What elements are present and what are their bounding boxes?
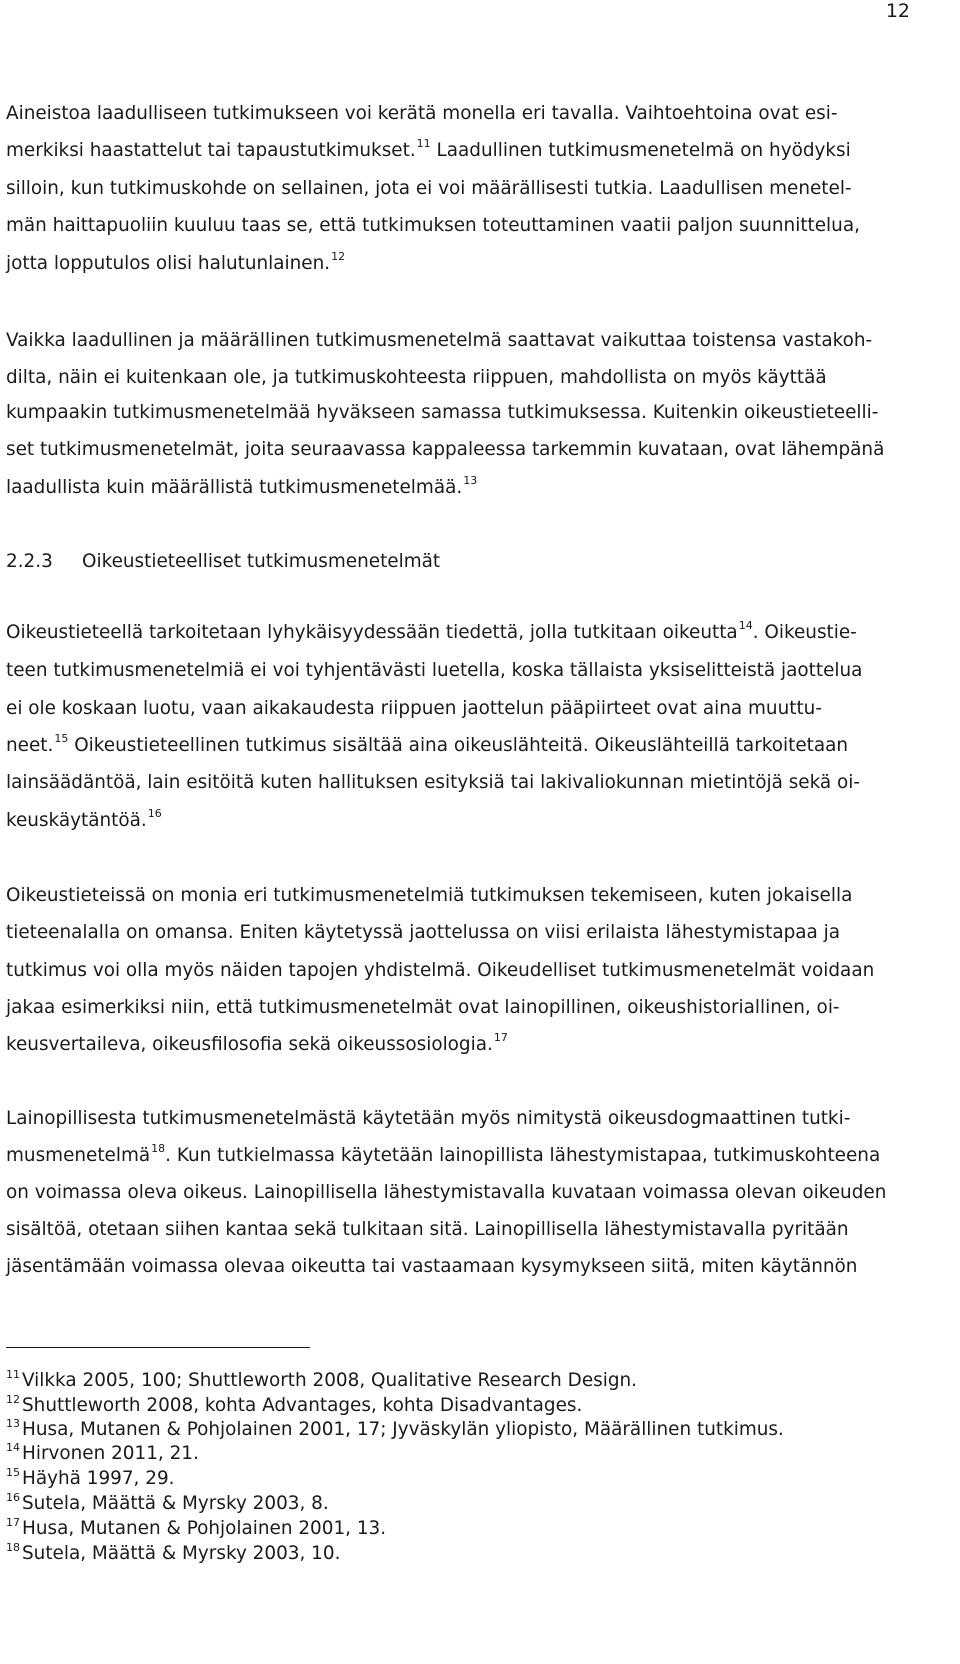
text-run: musmenetelmä [6, 1145, 151, 1166]
text-run: Oikeustieteellinen tutkimus sisältää aina oikeuslähteitä. Oikeuslähteillä tarkoitetaan [68, 735, 849, 756]
text-run: Laadullinen tutkimusmenetelmä on hyödyksi [430, 140, 851, 161]
footnote: $^{17}$ Husa, Mutanen & Pohjolainen 2001, 13. [6, 1516, 387, 1539]
text-line [6, 1033, 508, 1057]
text-run: Vaikka laadullinen ja määrällinen tutkimusmenetelmä saattavat vaikuttaa toistensa vastakoh- [6, 330, 873, 351]
footnote-text: Vilkka 2005, 100; Shuttleworth 2008, Qualitative Research Design. [22, 1370, 638, 1391]
text-line [6, 734, 848, 758]
text-run: neet. [6, 735, 54, 756]
text-line [6, 996, 840, 1020]
text-run: tutkimus voi olla myös näiden tapojen yhdistelmä. Oikeudelliset tutkimusmenetelmät voidaan [6, 960, 875, 981]
text-run: teen tutkimusmenetelmiä ei voi tyhjentävästi luetella, koska tällaista yksiselitteistä jaottelua [6, 660, 863, 681]
footnote-ref: 18 [151, 1142, 166, 1155]
section-heading [6, 550, 440, 574]
text-run: sisältöä, otetaan siihen kantaa sekä tulkitaan sitä. Lainopillisella lähestymistavalla pyritään [6, 1219, 849, 1240]
text-run: set tutkimusmenetelmät, joita seuraavassa kappaleessa tarkemmin kuvataan, ovat lähempänä [6, 439, 885, 460]
text-line [6, 102, 837, 126]
text-line [6, 401, 878, 425]
text-run: kumpaakin tutkimusmenetelmää hyväkseen samassa tutkimuksessa. Kuitenkin oikeustieteelli- [6, 402, 879, 423]
footnote-text: Shuttleworth 2008, kohta Advantages, kohta Disadvantages. [22, 1395, 583, 1416]
footnote: $^{16}$ Sutela, Määttä & Myrsky 2003, 8. [6, 1491, 329, 1514]
text-run: on voimassa oleva oikeus. Lainopillisella lähestymistavalla kuvataan voimassa olevan oikeuden [6, 1182, 887, 1203]
footnote-text: Husa, Mutanen & Pohjolainen 2001, 17; Jyväskylän yliopisto, Määrällinen tutkimus. [22, 1419, 784, 1440]
text-run: keuskäytäntöä. [6, 810, 147, 831]
text-run: silloin, kun tutkimuskohde on sellainen, jota ei voi määrällisesti tutkia. Laadullisen menetel- [6, 178, 852, 199]
footnote: $^{18}$ Sutela, Määttä & Myrsky 2003, 10. [6, 1541, 341, 1564]
text-line [6, 476, 477, 500]
footnote-ref: 11 [416, 137, 431, 150]
text-run: jotta lopputulos olisi halutunlainen. [6, 253, 331, 274]
section-number: 2.2.3 [6, 551, 53, 572]
text-run: Oikeustieteellä tarkoitetaan lyhykäisyydessään tiedettä, jolla tutkitaan oikeutta [6, 622, 738, 643]
footnote-ref: 12 [331, 250, 346, 263]
text-line [6, 252, 345, 276]
text-line [6, 329, 872, 353]
text-run: keusvertaileva, oikeusfilosofia sekä oikeussosiologia. [6, 1034, 493, 1055]
footnote-text: Sutela, Määttä & Myrsky 2003, 10. [22, 1543, 341, 1564]
text-line [6, 771, 860, 795]
text-line [6, 884, 852, 908]
text-run: jakaa esimerkiksi niin, että tutkimusmenetelmät ovat lainopillinen, oikeushistoriallinen, oi- [6, 997, 840, 1018]
text-line [6, 921, 840, 945]
text-line [6, 1218, 849, 1242]
text-run: män haittapuoliin kuuluu taas se, että tutkimuksen toteuttaminen vaatii paljon suunnittelua, [6, 215, 860, 236]
footnote-ref: 13 [463, 474, 478, 487]
text-run: Oikeustieteissä on monia eri tutkimusmenetelmiä tutkimuksen tekemiseen, kuten jokaisella [6, 885, 853, 906]
text-line [6, 139, 851, 163]
text-line [6, 1107, 850, 1131]
text-run: merkiksi haastattelut tai tapaustutkimukset. [6, 140, 416, 161]
footnote-ref: 14 [738, 619, 753, 632]
footnote-text: Häyhä 1997, 29. [22, 1468, 175, 1489]
footnote-separator [6, 1347, 310, 1348]
text-run: laadullista kuin määrällistä tutkimusmenetelmää. [6, 477, 463, 498]
footnote: $^{11}$ Vilkka 2005, 100; Shuttleworth 2008, Qualitative Research Design. [6, 1368, 638, 1391]
footnote-ref: 17 [493, 1031, 508, 1044]
page-number: 12 [885, 0, 910, 22]
footnote: $^{12}$ Shuttleworth 2008, kohta Advantages, kohta Disadvantages. [6, 1393, 583, 1416]
text-run: dilta, näin ei kuitenkaan ole, ja tutkimuskohteesta riippuen, mahdollista on myös käyttää [6, 367, 827, 388]
text-line [6, 1181, 886, 1205]
footnote: $^{14}$ Hirvonen 2011, 21. [6, 1441, 199, 1464]
text-run: ei ole koskaan luotu, vaan aikakaudesta riippuen jaottelun pääpiirteet ovat aina muuttu- [6, 698, 822, 719]
text-run: . Kun tutkielmassa käytetään lainopillista lähestymistapaa, tutkimuskohteena [165, 1145, 881, 1166]
text-line [6, 1255, 857, 1279]
text-run: jäsentämään voimassa olevaa oikeutta tai vastaamaan kysymykseen siitä, miten käytännön [6, 1256, 858, 1277]
text-line [6, 959, 874, 983]
text-run: tieteenalalla on omansa. Eniten käytetyssä jaottelussa on viisi erilaista lähestymistapaa ja [6, 922, 841, 943]
footnote-ref: 15 [54, 732, 69, 745]
footnote: $^{15}$ Häyhä 1997, 29. [6, 1466, 175, 1489]
footnote-text: Sutela, Määttä & Myrsky 2003, 8. [22, 1493, 329, 1514]
text-line [6, 214, 860, 238]
text-line [6, 177, 852, 201]
text-line [6, 1144, 880, 1168]
footnote-ref: 16 [147, 807, 162, 820]
text-line [6, 366, 827, 390]
text-run: Aineistoa laadulliseen tutkimukseen voi kerätä monella eri tavalla. Vaihtoehtoina ovat esi- [6, 103, 838, 124]
section-title: Oikeustieteelliset tutkimusmenetelmät [82, 551, 441, 572]
footnote-text: Husa, Mutanen & Pohjolainen 2001, 13. [22, 1518, 387, 1539]
text-run: lainsäädäntöä, lain esitöitä kuten hallituksen esityksiä tai lakivaliokunnan mietintöjä sekä oi- [6, 772, 861, 793]
footnote-text: Hirvonen 2011, 21. [22, 1443, 199, 1464]
text-run: . Oikeustie- [752, 622, 857, 643]
text-run: Lainopillisesta tutkimusmenetelmästä käytetään myös nimitystä oikeusdogmaattinen tutki- [6, 1108, 851, 1129]
text-line [6, 659, 862, 683]
text-line [6, 809, 162, 833]
footnote: $^{13}$ Husa, Mutanen & Pohjolainen 2001, 17; Jyväskylän yliopisto, Määrällinen tutkimus. [6, 1417, 784, 1440]
text-line [6, 621, 857, 645]
text-line [6, 697, 822, 721]
text-line [6, 438, 884, 462]
